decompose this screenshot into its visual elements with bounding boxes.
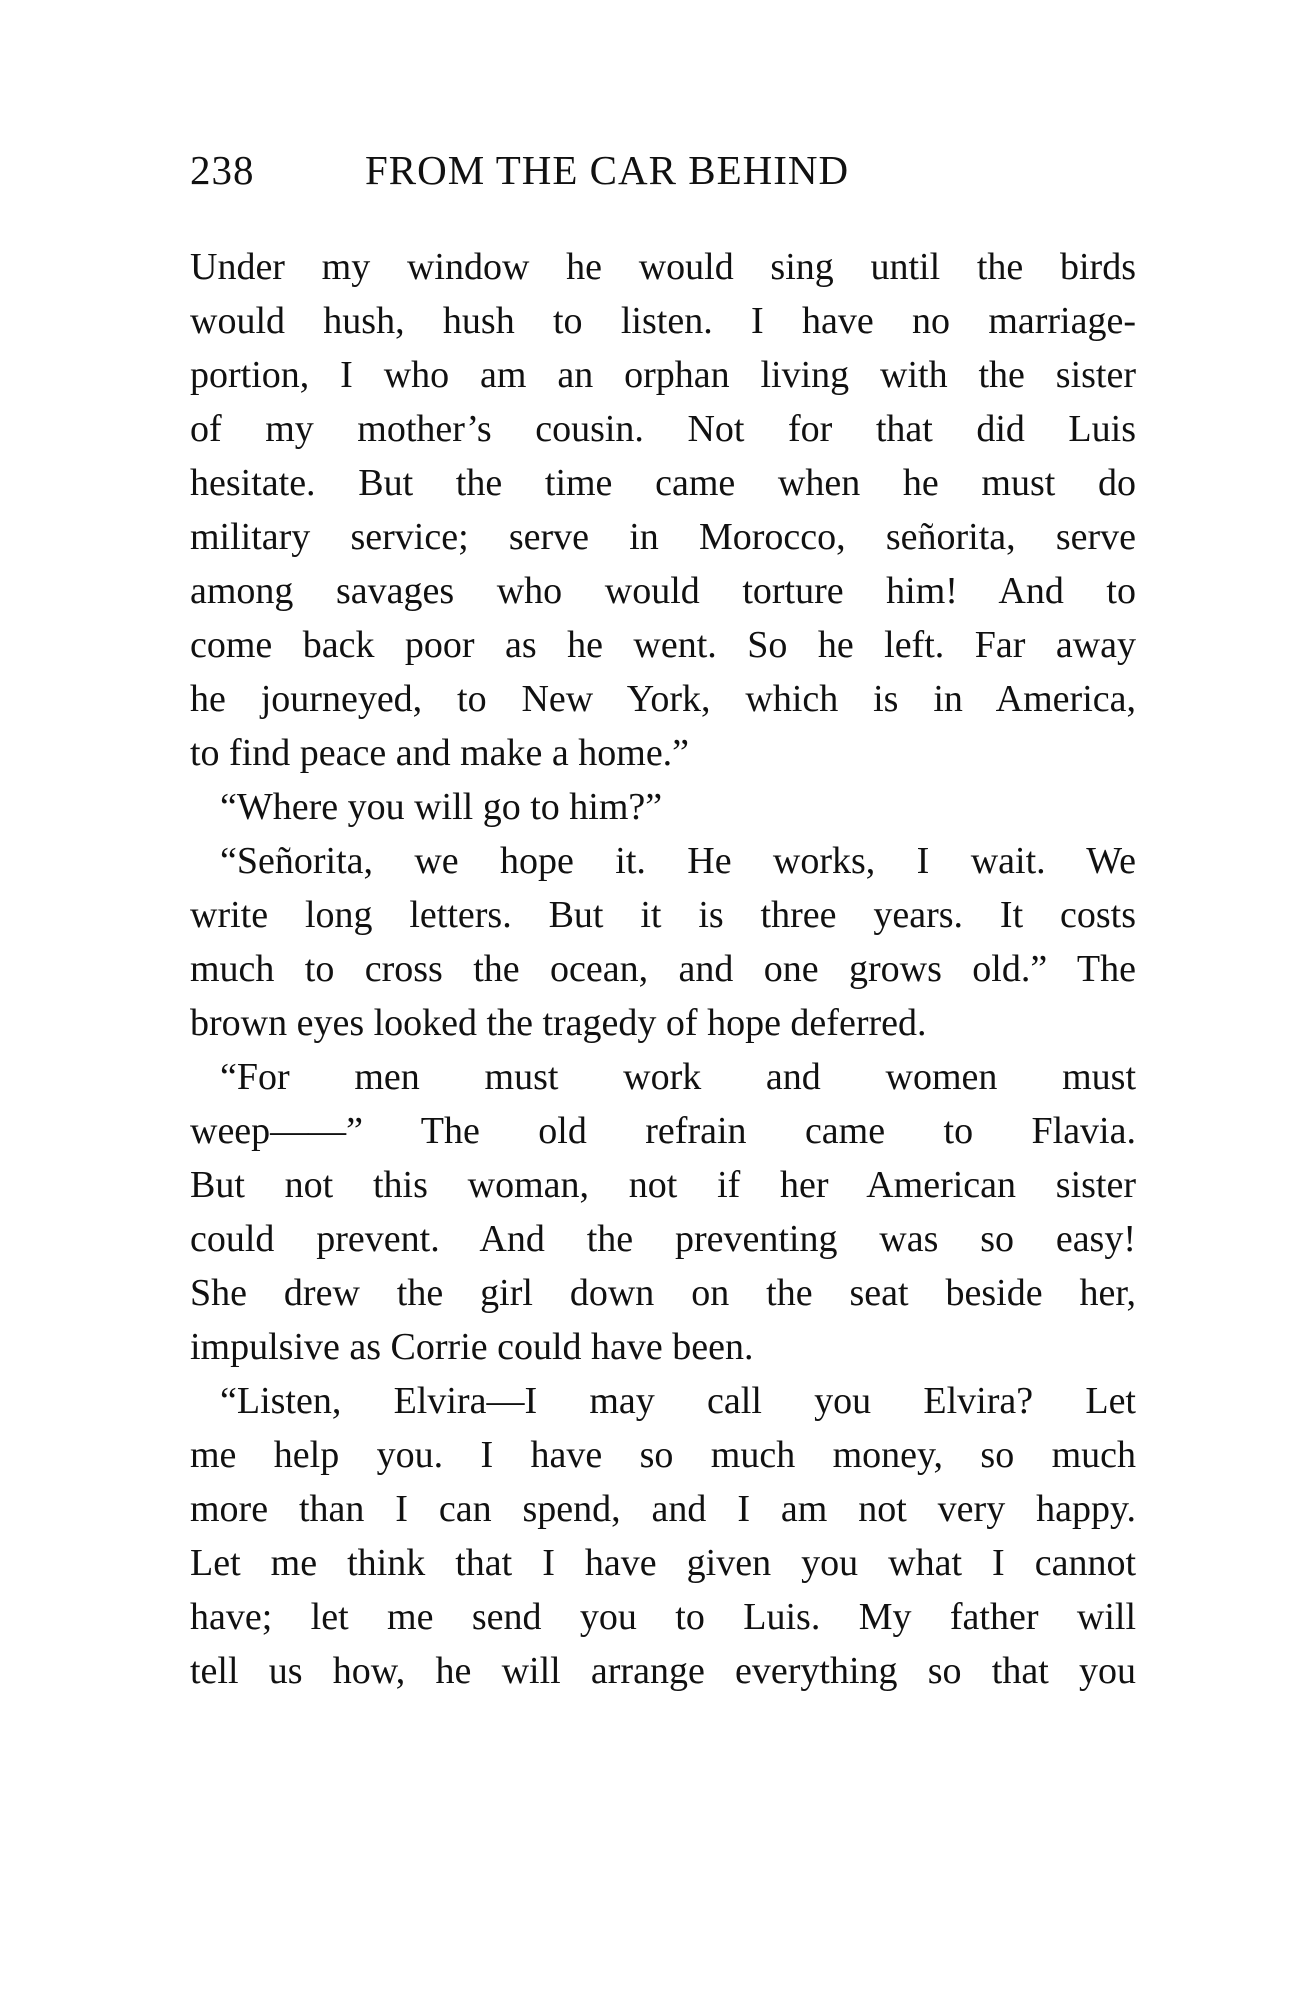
text-line: have; let me send you to Luis. My father will xyxy=(190,1596,1136,1638)
text-line: weep——” The old refrain came to Flavia. xyxy=(190,1110,1136,1152)
running-head: FROM THE CAR BEHIND xyxy=(365,147,850,193)
text-line: come back poor as he went. So he left. Far away xyxy=(190,624,1136,666)
text-line: to find peace and make a home.” xyxy=(190,732,690,774)
page-number: 238 xyxy=(190,147,255,193)
text-line: military service; serve in Morocco, señorita, serve xyxy=(190,516,1136,558)
text-line: would hush, hush to listen. I have no marriage- xyxy=(190,300,1136,342)
page-header xyxy=(190,140,1150,200)
text-line: he journeyed, to New York, which is in America, xyxy=(190,678,1136,720)
text-line: among savages who would torture him! And to xyxy=(190,570,1136,612)
text-line: tell us how, he will arrange everything so that you xyxy=(190,1650,1136,1692)
text-line: portion, I who am an orphan living with the sister xyxy=(190,354,1136,396)
text-line: much to cross the ocean, and one grows old.” The xyxy=(190,948,1136,990)
text-line: me help you. I have so much money, so much xyxy=(190,1434,1136,1476)
text-line: brown eyes looked the tragedy of hope deferred. xyxy=(190,1002,927,1044)
text-line: “Señorita, we hope it. He works, I wait. We xyxy=(220,840,1136,882)
text-line: write long letters. But it is three years. It costs xyxy=(190,894,1136,936)
text-line: Let me think that I have given you what I cannot xyxy=(190,1542,1136,1584)
text-line: “Listen, Elvira—I may call you Elvira? Let xyxy=(220,1380,1136,1422)
text-line: more than I can spend, and I am not very happy. xyxy=(190,1488,1136,1530)
text-line: could prevent. And the preventing was so easy! xyxy=(190,1218,1136,1260)
text-line: hesitate. But the time came when he must do xyxy=(190,462,1136,504)
text-line: of my mother’s cousin. Not for that did Luis xyxy=(190,408,1136,450)
text-line: “For men must work and women must xyxy=(220,1056,1136,1098)
text-line: But not this woman, not if her American sister xyxy=(190,1164,1136,1206)
text-line: impulsive as Corrie could have been. xyxy=(190,1326,754,1368)
text-line: She drew the girl down on the seat beside her, xyxy=(190,1272,1136,1314)
text-line: Under my window he would sing until the birds xyxy=(190,246,1136,288)
body-text xyxy=(190,240,1136,1698)
text-line: “Where you will go to him?” xyxy=(220,786,663,828)
